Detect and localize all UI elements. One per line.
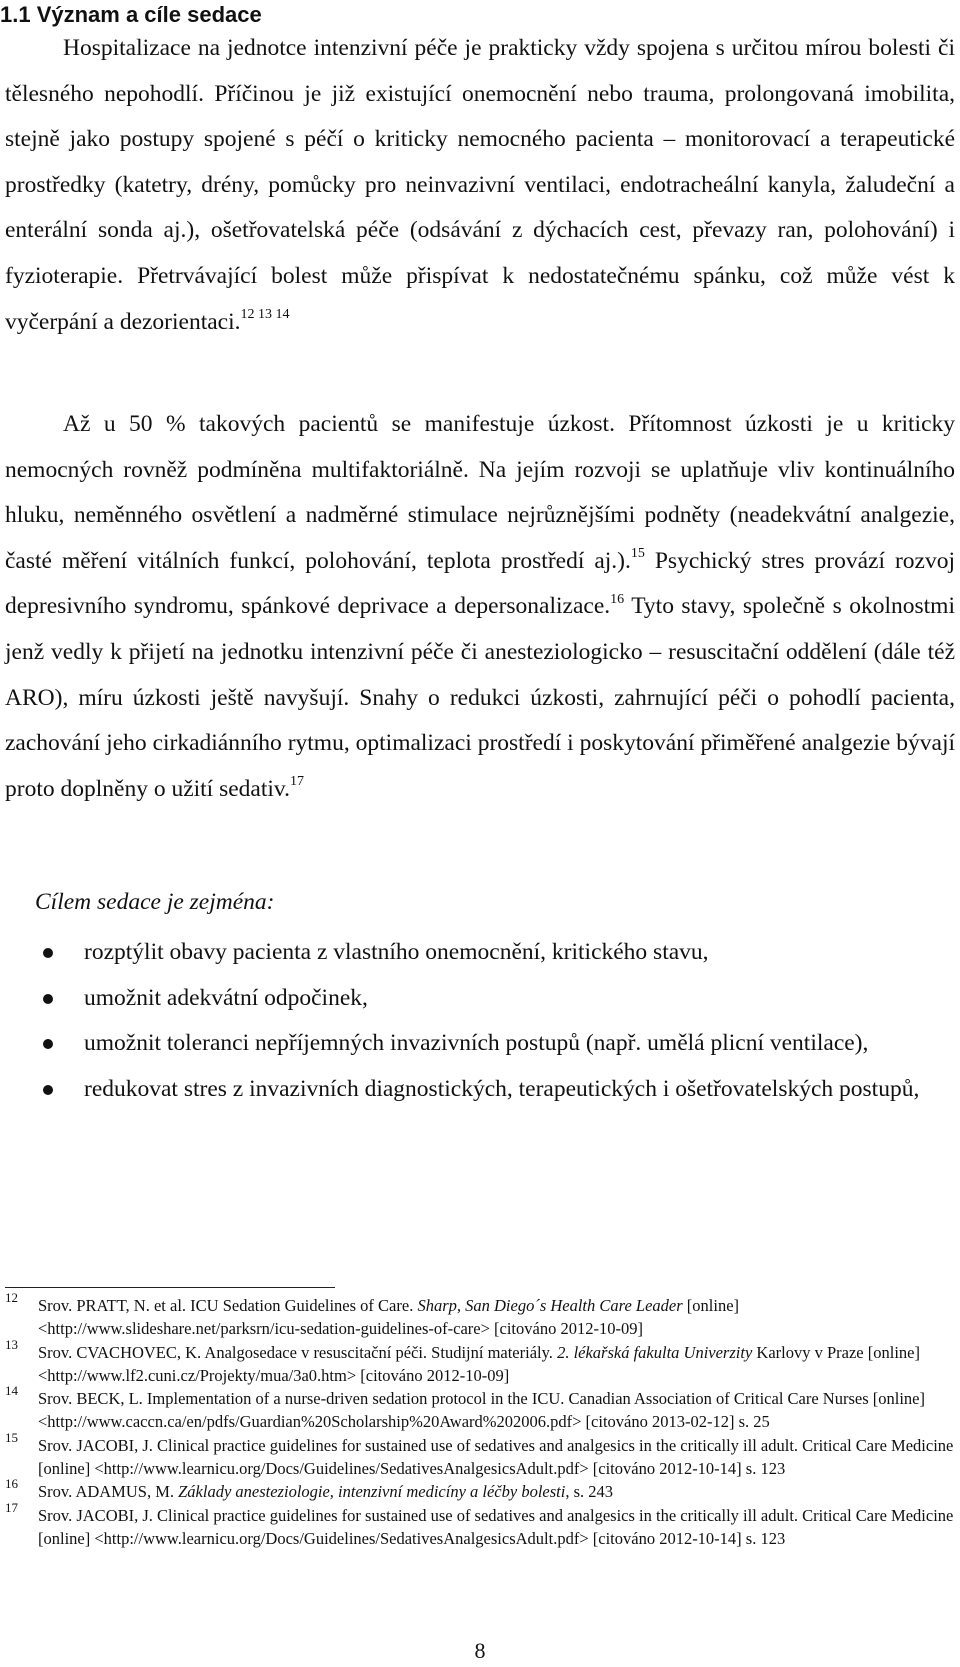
page-number: 8 bbox=[474, 1638, 486, 1663]
footnote-text: Srov. PRATT, N. et al. ICU Sedation Guidelines of Care. bbox=[38, 1296, 418, 1315]
footnotes bbox=[0, 1290, 955, 1550]
footnote-text: Karlovy v Praze [online] <http://www.lf2.cuni.cz/Projekty/mua/3a0.htm> [citováno 2012-10-09] bbox=[38, 1342, 920, 1385]
footnote bbox=[0, 1476, 955, 1503]
footnote-italic: Základy anesteziologie, intenzivní medicíny a léčby bolesti bbox=[178, 1482, 566, 1502]
footnote-number: 13 bbox=[5, 1336, 18, 1352]
footnote-text: [online] <http://www.slideshare.net/parksrn/icu-sedation-guidelines-of-care> [citováno 2012-10-09] bbox=[38, 1296, 740, 1339]
footnote bbox=[0, 1429, 955, 1481]
footnote-number: 14 bbox=[5, 1383, 18, 1399]
footnote-number: 15 bbox=[5, 1429, 18, 1445]
paragraph-anxiety-text-c: Tyto stavy, společně s okolnostmi jenž vedly k přijetí na jednotku intenzivní péče či anesteziologicko – resuscitační oddělení (dále též ARO), míru úzkosti ještě navyšují. Snahy o redukci úzkosti, zahrnující péči o pohodlí pacienta, zachování jeho cirkadiánního rytmu, optimalizaci prostředí i poskytování přiměřené analgezie bývají proto doplněny o užití sedativ. bbox=[5, 593, 955, 802]
footnote-text: Srov. CVACHOVEC, K. Analgosedace v resuscitační péči. Studijní materiály. bbox=[38, 1342, 558, 1362]
paragraph-anxiety-text-a: Až u 50 % takových pacientů se manifestuje úzkost. Přítomnost úzkosti je u kriticky nemocných rovněž podmíněna multifaktoriálně. Na jejím rozvoji se uplatňuje vliv kontinuálního hluku, neměnného osvětlení a nadměrné stimulace nejrůznějšími podněty (neadekvátní analgezie, časté měření vitálních funkcí, polohování, teplota prostředí aj.). bbox=[5, 411, 955, 574]
goals-list bbox=[0, 930, 955, 1112]
footnote-text: , s. 243 bbox=[565, 1482, 613, 1502]
paragraph-pain-text: Hospitalizace na jednotce intenzivní péče je prakticky vždy spojena s určitou mírou bolesti či tělesného nepohodlí. Příčinou je již existující onemocnění nebo trauma, prolongovaná imobilita, stejně jako postupy spojené s péčí o kriticky nemocného pacienta – monitorovací a terapeutické prostředky (katetry, drény, pomůcky pro neinvazivní ventilaci, endotracheální kanyla, žaludeční a enterální sonda aj.), ošetřovatelská péče (odsávání z dýchacích cest, převazy ran, polohování) i fyzioterapie. Přetrvávající bolest může přispívat k nedostatečnému spánku, což může vést k vyčerpání a dezorientaci. bbox=[5, 35, 955, 335]
paragraph-anxiety-text-b: Psychický stres provází rozvoj depresivního syndromu, spánkové deprivace a depersonalizace. bbox=[5, 547, 955, 620]
footnote bbox=[0, 1336, 955, 1388]
footnote-ref: 15 bbox=[630, 545, 645, 561]
footnote-text: Srov. JACOBI, J. Clinical practice guidelines for sustained use of sedatives and analgesics in the critically ill adult. Critical Care Medicine [online] <http://www.learnicu.org/Docs/Guidelines/SedativesAnalgesicsAdult.pdf> [citováno 2012-10-14] s. 123 bbox=[38, 1505, 954, 1548]
footnote-italic: 2. lékařská fakulta Univerzity bbox=[557, 1342, 753, 1362]
footnote-number: 12 bbox=[5, 1290, 18, 1305]
footnote-ref: 16 bbox=[610, 591, 625, 607]
paragraph-pain bbox=[5, 26, 955, 345]
footnote bbox=[0, 1383, 955, 1434]
footnote-divider bbox=[5, 1287, 335, 1288]
footnote-text: Srov. JACOBI, J. Clinical practice guidelines for sustained use of sedatives and analgesics in the critically ill adult. Critical Care Medicine [online] <http://www.learnicu.org/Docs/Guidelines/SedativesAnalgesicsAdult.pdf> [citováno 2012-10-14] s. 123 bbox=[38, 1435, 954, 1479]
list-item: redukovat stres z invazivních diagnostických, terapeutických i ošetřovatelských postupů, bbox=[0, 1067, 955, 1113]
footnote-ref: 12 13 14 bbox=[240, 306, 290, 322]
footnote bbox=[0, 1499, 955, 1551]
footnote-italic: Sharp, San Diego´s Health Care Leader bbox=[417, 1296, 683, 1315]
section-heading: 1.1 Význam a cíle sedace bbox=[0, 2, 262, 27]
paragraph-anxiety bbox=[5, 402, 955, 812]
list-item: umožnit adekvátní odpočinek, bbox=[0, 976, 955, 1022]
footnote-number: 17 bbox=[5, 1499, 18, 1515]
list-item: umožnit toleranci nepříjemných invazivních postupů (např. umělá plicní ventilace), bbox=[0, 1021, 955, 1067]
footnote-number: 16 bbox=[5, 1476, 18, 1492]
goals-title: Cílem sedace je zejména: bbox=[35, 889, 275, 915]
footnote bbox=[0, 1290, 955, 1341]
footnote-text: Srov. BECK, L. Implementation of a nurse-driven sedation protocol in the ICU. Canadian Association of Critical Care Nurses [online] <http://www.caccn.ca/en/pdfs/Guardian%20Scholarship%20Award%202006.pdf> [citováno 2013-02-12] s. 25 bbox=[38, 1389, 925, 1432]
footnote-text: Srov. ADAMUS, M. bbox=[38, 1482, 179, 1502]
footnote-ref: 17 bbox=[290, 773, 304, 789]
list-item: rozptýlit obavy pacienta z vlastního onemocnění, kritického stavu, bbox=[0, 930, 955, 976]
